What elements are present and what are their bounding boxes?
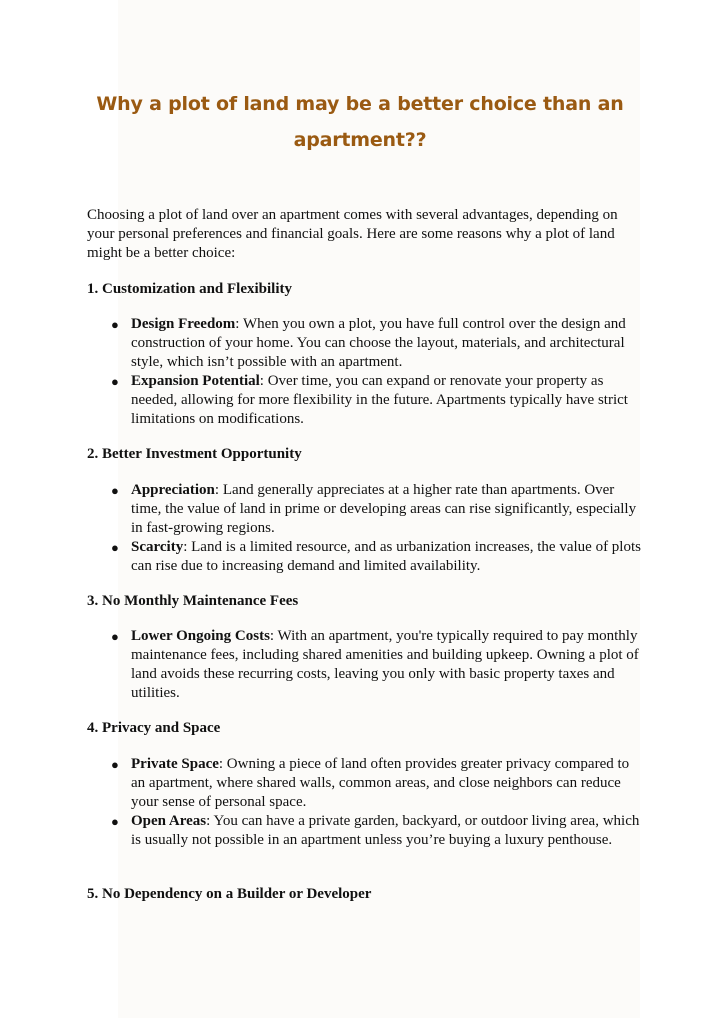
section-heading-investment: 2. Better Investment Opportunity xyxy=(87,446,302,462)
list-item xyxy=(87,372,647,429)
section-list-privacy xyxy=(87,755,647,850)
list-item xyxy=(87,315,647,372)
list-item xyxy=(87,812,647,850)
bullet-icon: ● xyxy=(111,483,119,498)
bullet-icon: ● xyxy=(111,317,119,332)
bullet-icon: ● xyxy=(111,814,119,829)
intro-paragraph: Choosing a plot of land over an apartment comes with several advantages, depending on your personal preferences and financial goals. Here are some reasons why a plot of land might be a better choice: xyxy=(87,207,618,261)
item-text: : Land generally appreciates at a higher rate than apartments. Over time, the value of land in prime or developing areas can rise significantly, especially in fast-growing regions. xyxy=(131,482,637,536)
section-list-customization xyxy=(87,315,647,429)
section-heading-builder: 5. No Dependency on a Builder or Developer xyxy=(87,886,372,902)
item-term: Private Space xyxy=(131,756,219,772)
item-text: : Owning a piece of land often provides greater privacy compared to an apartment, where shared walls, common areas, and close neighbors can reduce your sense of personal space. xyxy=(131,756,630,810)
bullet-icon: ● xyxy=(111,629,119,644)
item-term: Appreciation xyxy=(131,482,215,498)
list-item xyxy=(87,627,647,703)
section-heading-privacy: 4. Privacy and Space xyxy=(87,720,221,736)
item-term: Design Freedom xyxy=(131,316,236,332)
list-item xyxy=(87,538,647,576)
item-text: : You can have a private garden, backyard, or outdoor living area, which is usually not possible in an apartment unless you’re buying a luxury penthouse. xyxy=(131,813,640,848)
item-text: : Over time, you can expand or renovate your property as needed, allowing for more flexibility in the future. Apartments typically have strict limitations on modifications. xyxy=(131,373,628,427)
item-term: Open Areas xyxy=(131,813,207,829)
list-item xyxy=(87,481,647,538)
section-heading-maintenance: 3. No Monthly Maintenance Fees xyxy=(87,593,299,609)
item-text: : Land is a limited resource, and as urbanization increases, the value of plots can rise due to increasing demand and limited availability. xyxy=(131,539,641,574)
section-list-maintenance xyxy=(87,627,647,703)
item-text: : With an apartment, you're typically required to pay monthly maintenance fees, including shared amenities and building upkeep. Owning a plot of land avoids these recurring costs, leaving you only with basic property taxes and utilities. xyxy=(131,628,639,701)
item-term: Expansion Potential xyxy=(131,373,260,389)
page-title: Why a plot of land may be a better choice than an apartment?? xyxy=(96,93,624,151)
section-list-investment xyxy=(87,481,647,576)
bullet-icon: ● xyxy=(111,374,119,389)
item-text: : When you own a plot, you have full control over the design and construction of your home. You can choose the layout, materials, and architectural style, which isn’t possible with an apartment. xyxy=(131,316,626,370)
list-item xyxy=(87,755,647,812)
item-term: Lower Ongoing Costs xyxy=(131,628,270,644)
section-heading-customization: 1. Customization and Flexibility xyxy=(87,281,293,297)
bullet-icon: ● xyxy=(111,757,119,772)
bullet-icon: ● xyxy=(111,540,119,555)
item-term: Scarcity xyxy=(131,539,184,555)
